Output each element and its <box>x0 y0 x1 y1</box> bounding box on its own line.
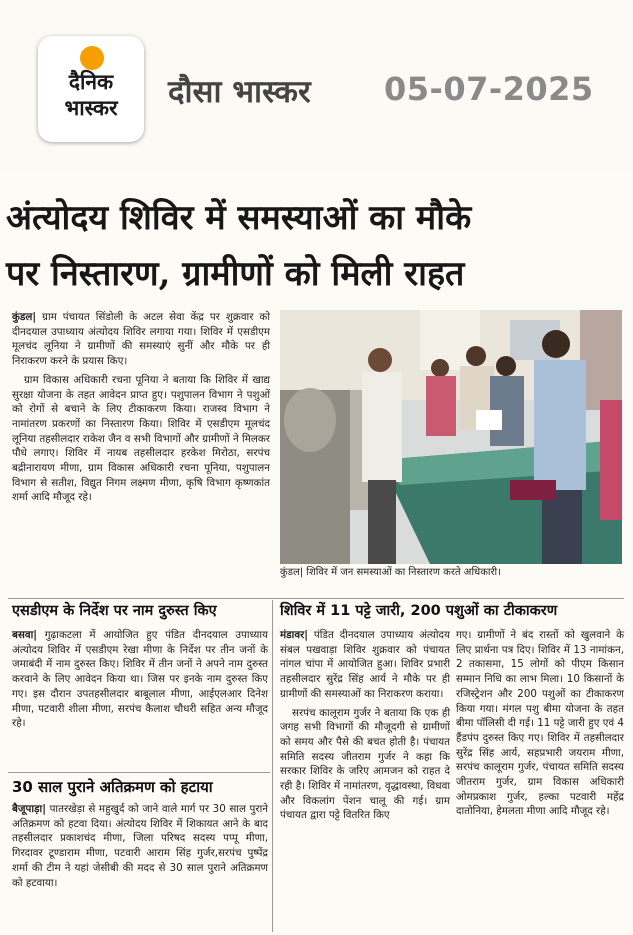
news-photo <box>280 310 622 564</box>
edition-name: दौसा भास्कर <box>168 74 311 110</box>
story-paragraph: बैजूपाड़ा| पातरखेड़ा से महुखुर्द को जाने वाले मार्ग पर 30 साल पुराने अतिक्रमण को हटवा दिया। अंत्योदय शिविर में शिकायत आने के बाद तहसीलदार प्रकाशचंद मीणा, जिला परिषद सदस्य पप्पू मीणा, गिरदावर टूण्डाराम मीणा, पटवारी आराम सिंह गुर्जर,सरपंच पुष्पेंद्र शर्मा की टीम ने यहां जेसीबी की मदद से 30 साल पुराने अतिक्रमण को हटवाया। <box>12 803 268 889</box>
headline-line-1: अंत्योदय शिविर में समस्याओं का मौके <box>6 198 472 238</box>
story-paragraph: सरपंच कालूराम गुर्जर ने बताया कि एक ही जगह सभी विभागों की मौजूदगी से ग्रामीणों को समय और पैसे की बचत होती है। पंचायत समिति सदस्य जीतराम गुर्जर ने कहा कि सरकार शिविर के जरिए आमजन को राहत दे रही है। शिविर में नामांतरण, वृद्धावस्था, विधवा और विकलांग पेंशन चालू की गई। ग्राम पंचायत द्वारा पट्टे वितरित किए <box>280 706 450 822</box>
story-heading: शिविर में 11 पट्टे जारी, 200 पशुओं का टीकाकरण <box>280 603 558 619</box>
sun-icon <box>80 46 104 70</box>
story-baijupada <box>12 802 268 894</box>
column-divider <box>272 600 273 932</box>
headline-line-2: पर निस्तारण, ग्रामीणों को मिली राहत <box>6 254 465 294</box>
main-headline <box>6 190 628 302</box>
section-divider <box>8 598 624 599</box>
story-heading: 30 साल पुराने अतिक्रमण को हटाया <box>12 778 213 796</box>
story-mandawar-col2 <box>456 628 624 823</box>
dateline: बैजूपाड़ा| <box>12 803 46 815</box>
photo-caption: कुंडल| शिविर में जन समस्याओं का निस्तारण करते अधिकारी। <box>280 567 501 578</box>
publication-date: 05-07-2025 <box>384 70 594 108</box>
dateline: कुंडल| <box>12 311 37 323</box>
story-paragraph: गए। ग्रामीणों ने बंद रास्तों को खुलवाने के लिए प्रार्थना पत्र दिए। शिविर में 13 नामांकन, 2 तकासमा, 15 लोगों को पीएम किसान सम्मान निधि का लाभ मिला। 10 किसानों के रजिस्ट्रेशन और 200 पशुओं का टीकाकरण किया गया। मंगल पशु बीमा योजना के तहत बीमा पॉलिसी दी गई। 11 पट्टे जारी हुए एवं 4 हैंडपंप दुरुस्त किए गए। शिविर में तहसीलदार सुरेंद्र सिंह आर्य, सहप्रभारी जयराम मीणा, सरपंच कालूराम गुर्जर, पंचायत समिति सदस्य जीतराम गुर्जर, ग्राम विकास अधिकारी ओमप्रकाश गुर्जर, हल्का पटवारी महेंद्र दातोनिया, हेमलता मीणा आदि मौजूद रहे। <box>456 629 624 818</box>
dateline: बसवा| <box>12 629 37 641</box>
section-divider <box>8 772 270 773</box>
logo-text-line1: दैनिक <box>68 70 114 94</box>
masthead <box>0 0 633 170</box>
story-paragraph: बसवा| गुढ़ाकटला में आयोजित हुए पंडित दीनदयाल उपाध्याय अंत्योदय शिविर में एसडीएम रेखा मीणा के निर्देश पर तीन जनों के जमाबंदी में नाम दुरुस्त किए। शिविर में तीन जनों ने अपने नाम दुरुस्त करवाने के लिए आवेदन किया था। जिस पर इनके नाम दुरुस्त किए गए। इस दौरान उपतहसीलदार बाबूलाल मीणा, आईएलआर दिनेश मीणा, पटवारी शीला मीणा, सरपंच कैलाश चौधरी सहित अन्य मौजूद रहे। <box>12 629 268 730</box>
camp-photo-illustration <box>280 310 622 564</box>
story-kundal <box>12 310 270 509</box>
story-paragraph: कुंडल| ग्राम पंचायत सिंडोली के अटल सेवा केंद्र पर शुक्रवार को दीनदयाल उपाध्याय अंत्योदय शिविर लगाया गया। शिविर में एसडीएम मूलचंद लूनिया ने ग्रामीणों की समस्याएं सुनीं और मौके पर ही निराकरण करने के प्रयास किए। <box>12 311 270 368</box>
dateline: मंडावर| <box>280 629 309 641</box>
story-paragraph: मंडावर| पंडित दीनदयाल उपाध्याय अंत्योदय संबल पखवाड़ा शिविर शुक्रवार को पंचायत नांगल चांपा में आयोजित हुआ। शिविर प्रभारी तहसीलदार सुरेंद्र सिंह आर्य ने मौके पर ही ग्रामीणों की समस्याओं का निराकरण कराया। <box>280 629 450 700</box>
story-paragraph: ग्राम विकास अधिकारी रचना पूनिया ने बताया कि शिविर में खाद्य सुरक्षा योजना के तहत आवेदन प्राप्त हुए। पशुपालन विभाग ने पशुओं को रोगों से बचाने के लिए टीकाकरण किया। राजस्व विभाग ने नामांतरण प्रकरणों का निस्तारण किया। शिविर में एसडीएम मूलचंद लूनिया तहसीलदार राकेश जैन व सभी विभागों और ग्रामीणों ने मिलकर पौधे लगाए। शिविर में नायब तहसीलदार हरकेश मिरोठा, सरपंच बद्रीनारायण मीणा, ग्राम विकास अधिकारी रचना पूनिया, पशुपालन विभाग से सतीश, विद्युत निगम लक्ष्मण मीणा, कृषि विभाग कृष्णकांत शर्मा आदि मौजूद रहे। <box>12 373 270 504</box>
logo-text-line2: भास्कर <box>64 96 118 120</box>
story-baswa <box>12 628 268 735</box>
story-mandawar-col1 <box>280 628 450 827</box>
dainik-bhaskar-logo <box>38 36 144 142</box>
story-heading: एसडीएम के निर्देश पर नाम दुरुस्त किए <box>12 603 217 619</box>
